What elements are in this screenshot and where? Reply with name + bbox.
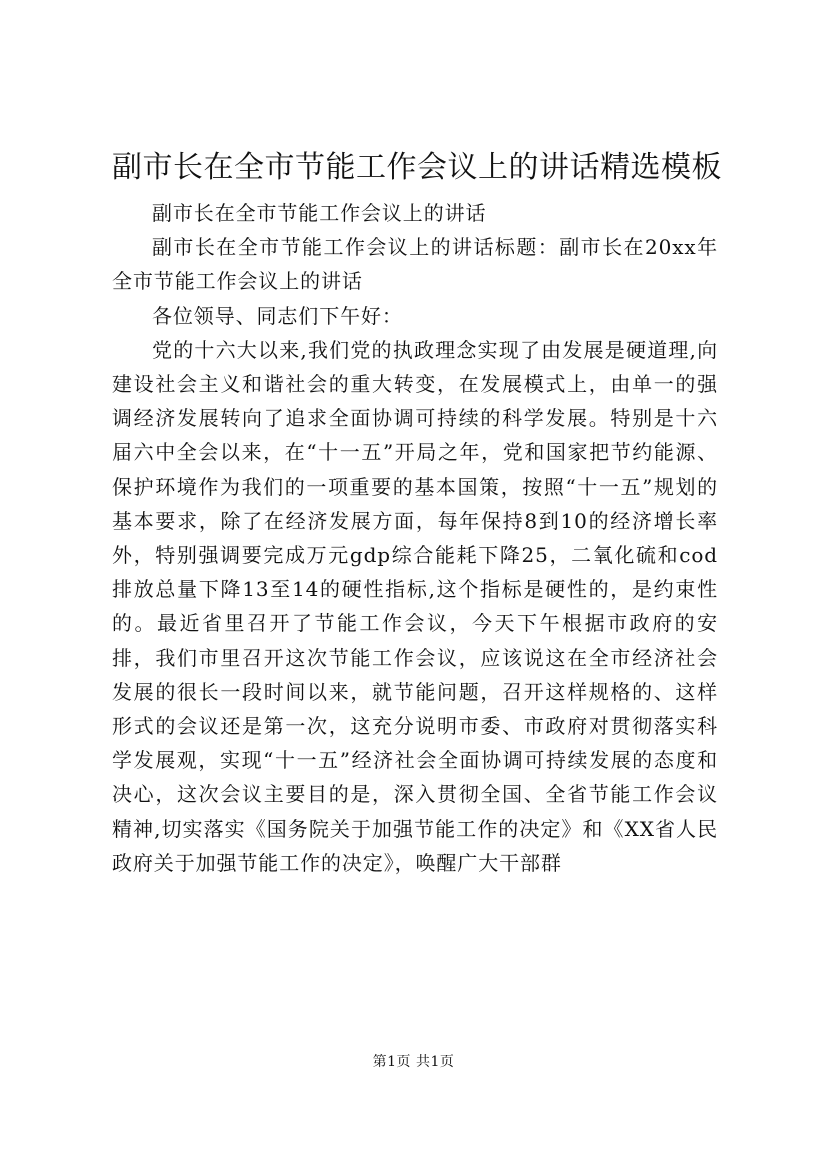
paragraph-greeting: 各位领导、同志们下午好：	[152, 303, 403, 328]
document-title: 副市长在全市节能工作会议上的讲话精选模板	[112, 150, 722, 185]
page-footer: 第1页 共1页	[372, 1054, 455, 1070]
paragraph-title-line: 副市长在全市节能工作会议上的讲话标题：副市长在20xx年全市节能工作会议上的讲话	[112, 235, 718, 294]
paragraph-main: 党的十六大以来,我们党的执政理念实现了由发展是硬道理,向建设社会主义和谐社会的重大转变，在发展模式上，由单一的强调经济发展转向了追求全面协调可持续的科学发展。特别是十六届六中全会以来，在“十一五”开局之年，党和国家把节约能源、保护环境作为我们的一项重要的基本国策，按照“十一五”规划的基本要求，除了在经济发展方面，每年保持8到10的经济增长率外，特别强调要完成万元gdp综合能耗下降25，二氧化硫和cod排放总量下降13至14的硬性指标,这个指标是硬性的，是约束性的。最近省里召开了节能工作会议，今天下午根据市政府的安排，我们市里召开这次节能工作会议，应该说这在全市经济社会发展的很长一段时间以来，就节能问题，召开这样规格的、这样形式的会议还是第一次，这充分说明市委、市政府对贯彻落实科学发展观，实现“十一五”经济社会全面协调可持续发展的态度和决心，这次会议主要目的是，深入贯彻全国、全省节能工作会议精神,切实落实《国务院关于加强节能工作的决定》和《XX省人民政府关于加强节能工作的决定》，唤醒广大干部群	[112, 337, 718, 875]
paragraph-heading: 副市长在全市节能工作会议上的讲话	[152, 201, 487, 225]
document-body	[112, 196, 718, 880]
